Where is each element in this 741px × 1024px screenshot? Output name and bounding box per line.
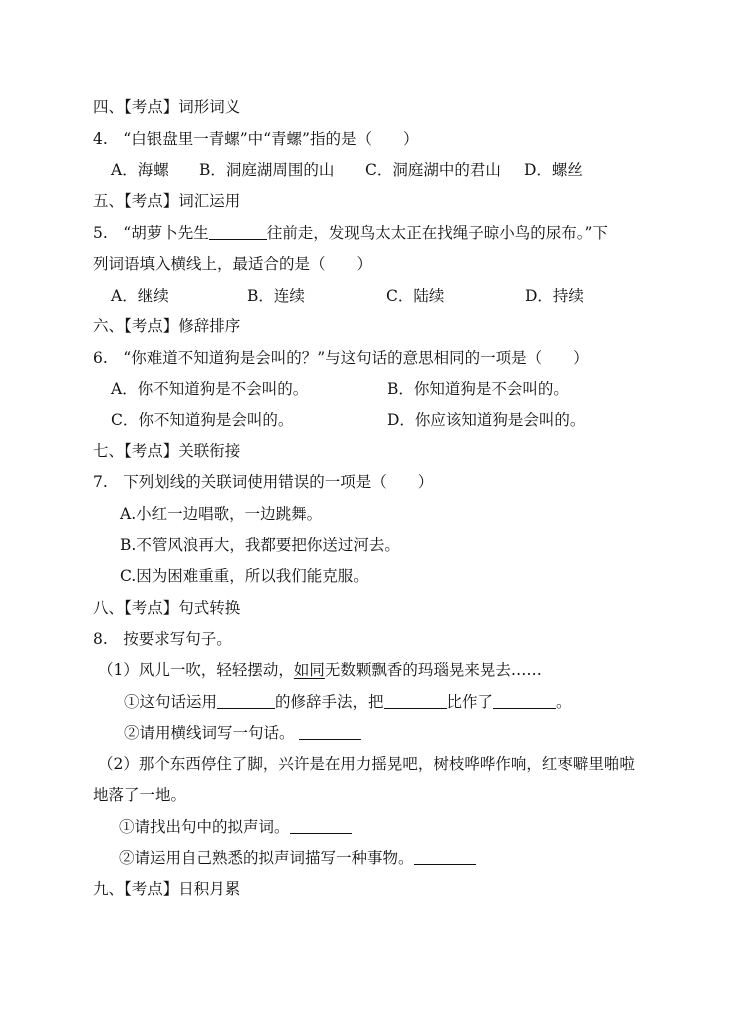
q7-option-a[interactable]: A.小红一边唱歌，一边跳舞。 xyxy=(120,505,323,523)
q8-part2-item1 xyxy=(119,817,352,837)
q8-p1-i-text-c: 比作了 xyxy=(446,693,494,711)
q4-option-c[interactable]: C．洞庭湖中的君山 xyxy=(365,161,501,179)
question-4-options xyxy=(0,160,741,180)
section-8-heading: 八、【考点】句式转换 xyxy=(93,599,241,617)
q8-p1-blank-object[interactable] xyxy=(384,692,447,709)
section-6-heading: 六、【考点】修辞排序 xyxy=(93,317,241,335)
q4-option-a[interactable]: A．海螺 xyxy=(111,161,169,179)
q8-part2-line1: （2）那个东西停住了脚，兴许是在用力摇晃吧，树枝哗哗作响，红枣噼里啪啦 xyxy=(98,755,635,773)
q5-fill-blank[interactable] xyxy=(209,223,267,240)
section-7-heading: 七、【考点】关联衔接 xyxy=(93,442,241,460)
q8-p1-ii-text: ②请用横线词写一句话。 xyxy=(124,724,295,742)
q8-p2-i-text: ①请找出句中的拟声词。 xyxy=(119,818,290,836)
q8-p1-i-text-b: 的修辞手法，把 xyxy=(275,693,384,711)
q4-option-d[interactable]: D．螺丝 xyxy=(524,161,583,179)
section-4-heading: 四、【考点】词形词义 xyxy=(93,98,241,116)
question-5-stem-line1 xyxy=(93,223,608,243)
q8-p2-blank-description[interactable] xyxy=(414,848,476,865)
question-6-options-row2 xyxy=(0,410,741,430)
q7-option-b[interactable]: B.不管风浪再大，我都要把你送过河去。 xyxy=(120,536,400,554)
q5-stem-part-a: 5. “胡萝卜先生 xyxy=(93,224,209,242)
section-5-heading: 五、【考点】词汇运用 xyxy=(93,192,241,210)
q6-option-d[interactable]: D．你应该知道狗是会叫的。 xyxy=(387,411,586,429)
q8-p1-text-a: （1）风儿一吹，轻轻摆动， xyxy=(98,661,294,679)
section-9-heading: 九、【考点】日积月累 xyxy=(93,880,241,898)
question-7-stem: 7. 下列划线的关联词使用错误的一项是（ ） xyxy=(93,473,434,491)
question-6-options-row1 xyxy=(0,379,741,399)
q8-part1-sentence xyxy=(98,660,542,680)
q6-option-a[interactable]: A．你不知道狗是不会叫的。 xyxy=(111,380,309,398)
q8-p2-blank-onomatopoeia[interactable] xyxy=(290,817,352,834)
q6-option-c[interactable]: C．你不知道狗是会叫的。 xyxy=(111,411,294,429)
q5-option-c[interactable]: C．陆续 xyxy=(386,287,445,305)
question-4-stem: 4. “白银盘里一青螺”中“青螺”指的是（ ） xyxy=(93,130,419,148)
question-8-stem: 8. 按要求写句子。 xyxy=(93,630,232,648)
q4-option-b[interactable]: B．洞庭湖周围的山 xyxy=(199,161,335,179)
q8-p2-ii-text: ②请运用自己熟悉的拟声词描写一种事物。 xyxy=(119,849,414,867)
q8-p1-blank-comparison[interactable] xyxy=(493,692,556,709)
q8-p1-i-text-d: 。 xyxy=(556,693,572,711)
question-5-options xyxy=(0,286,741,306)
q5-option-b[interactable]: B．连续 xyxy=(247,287,305,305)
q5-option-a[interactable]: A．继续 xyxy=(111,287,169,305)
q6-option-b[interactable]: B．你知道狗是不会叫的。 xyxy=(387,380,569,398)
q8-p1-underlined-word: 如同 xyxy=(293,661,325,679)
q8-p1-blank-rhetoric[interactable] xyxy=(217,692,275,709)
question-6-stem: 6. “你难道不知道狗是会叫的？”与这句话的意思相同的一项是（ ） xyxy=(93,349,589,367)
q8-p1-blank-sentence[interactable] xyxy=(299,723,361,740)
q8-p1-text-b: 无数颗飘香的玛瑙晃来晃去…… xyxy=(324,661,542,679)
q5-stem-part-b: 往前走，发现鸟太太正在找绳子晾小鸟的尿布。”下 xyxy=(266,224,608,242)
q8-p1-i-text-a: ①这句话运用 xyxy=(124,693,218,711)
q8-part1-item2 xyxy=(124,723,361,743)
q8-part1-item1 xyxy=(124,692,572,712)
q7-option-c[interactable]: C.因为困难重重，所以我们能克服。 xyxy=(120,567,369,585)
q8-part2-item2 xyxy=(119,848,476,868)
q8-part2-line2: 地落了一地。 xyxy=(93,786,187,804)
question-5-stem-line2: 列词语填入横线上，最适合的是（ ） xyxy=(93,255,373,273)
q5-option-d[interactable]: D．持续 xyxy=(525,287,584,305)
